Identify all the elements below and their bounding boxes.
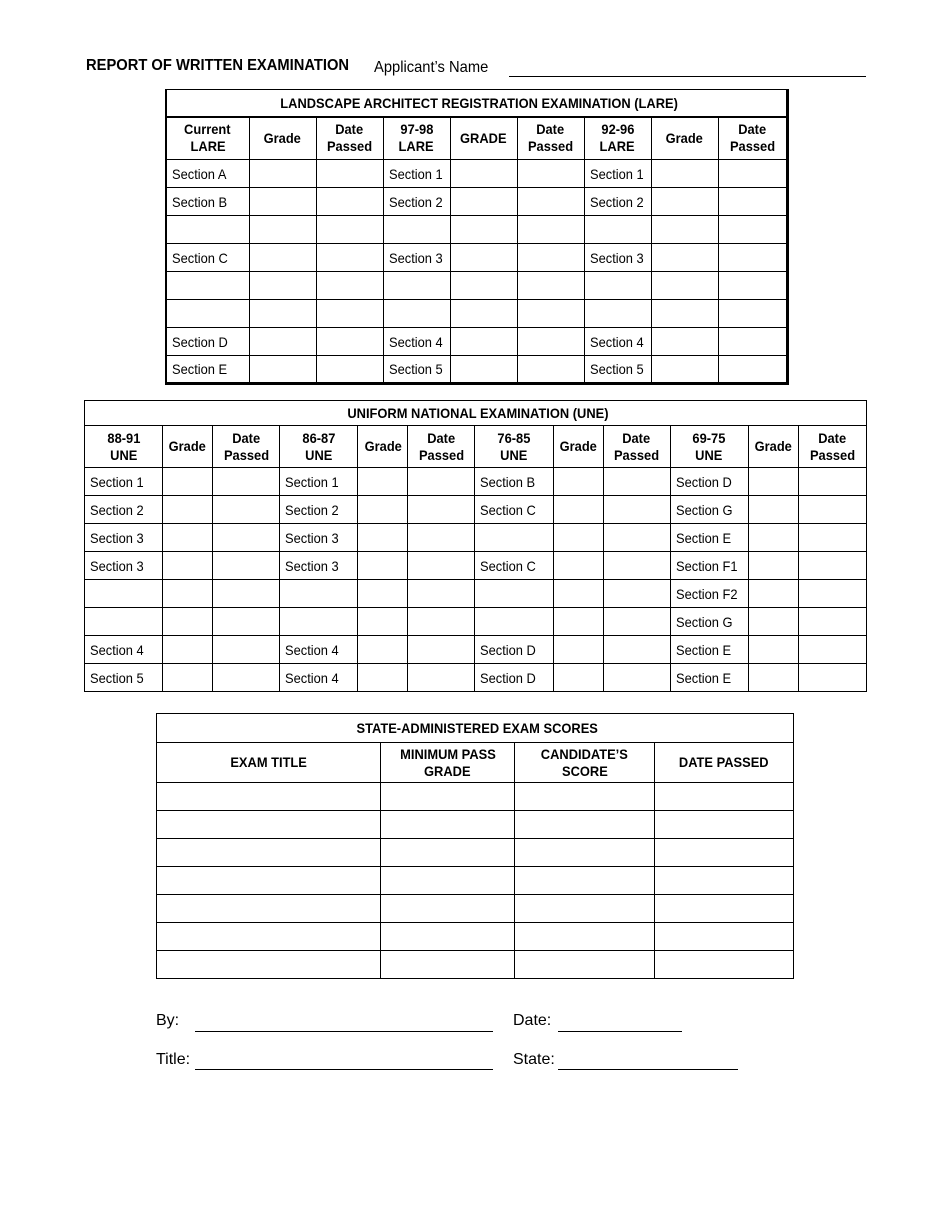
lare-entry-cell[interactable] xyxy=(249,216,316,244)
lare-header-cell: 92-96 LARE xyxy=(584,117,651,160)
lare-entry-cell[interactable] xyxy=(166,300,249,328)
lare-entry-cell[interactable] xyxy=(450,356,517,384)
une-section-cell: Section E xyxy=(670,524,748,552)
une-entry-cell[interactable] xyxy=(798,552,866,580)
une-entry-cell[interactable] xyxy=(358,524,408,552)
une-entry-cell[interactable] xyxy=(798,496,866,524)
state-exam-entry-cell[interactable] xyxy=(381,895,515,923)
une-entry-cell[interactable] xyxy=(798,580,866,608)
une-section-cell: Section 1 xyxy=(85,468,163,496)
lare-entry-cell[interactable] xyxy=(316,216,383,244)
state-exam-row xyxy=(157,867,794,895)
une-entry-cell[interactable] xyxy=(163,664,213,692)
lare-entry-cell[interactable] xyxy=(517,244,584,272)
une-header-cell: 88-91 UNE xyxy=(85,426,163,468)
une-entry-cell[interactable] xyxy=(408,524,475,552)
lare-entry-cell[interactable] xyxy=(450,188,517,216)
une-row xyxy=(85,608,867,636)
lare-entry-cell[interactable] xyxy=(166,216,249,244)
lare-entry-cell[interactable] xyxy=(249,244,316,272)
une-section-cell: Section E xyxy=(670,664,748,692)
lare-entry-cell[interactable] xyxy=(450,272,517,300)
lare-row xyxy=(166,188,787,216)
lare-entry-cell[interactable] xyxy=(517,300,584,328)
state-exam-header-cell: DATE PASSED xyxy=(655,743,794,783)
lare-entry-cell[interactable] xyxy=(651,356,718,384)
lare-section-cell: Section D xyxy=(166,328,249,356)
lare-entry-cell[interactable] xyxy=(450,328,517,356)
lare-header-cell: Date Passed xyxy=(718,117,787,160)
une-section-cell: Section 5 xyxy=(85,664,163,692)
state-exam-entry-cell[interactable] xyxy=(515,923,655,951)
report-title: REPORT OF WRITTEN EXAMINATION xyxy=(86,57,350,74)
state-exam-entry-cell[interactable] xyxy=(655,895,794,923)
lare-header-cell: 97-98 LARE xyxy=(383,117,450,160)
lare-entry-cell[interactable] xyxy=(249,188,316,216)
une-table xyxy=(84,400,867,692)
une-entry-cell[interactable] xyxy=(408,468,475,496)
state-exam-entry-cell[interactable] xyxy=(381,923,515,951)
state-exam-entry-cell[interactable] xyxy=(381,839,515,867)
lare-row xyxy=(166,244,787,272)
lare-section-cell: Section 4 xyxy=(584,328,651,356)
une-entry-cell[interactable] xyxy=(408,552,475,580)
date-label: Date: xyxy=(513,1012,552,1029)
lare-entry-cell[interactable] xyxy=(316,244,383,272)
une-entry-cell[interactable] xyxy=(85,608,163,636)
lare-row xyxy=(166,160,787,188)
une-section-cell: Section 3 xyxy=(85,524,163,552)
title-field[interactable] xyxy=(195,1069,493,1070)
une-entry-cell[interactable] xyxy=(280,608,358,636)
une-entry-cell[interactable] xyxy=(748,664,798,692)
state-exam-header-cell: CANDIDATE’S SCORE xyxy=(515,743,655,783)
une-entry-cell[interactable] xyxy=(748,636,798,664)
lare-row xyxy=(166,300,787,328)
une-header-cell: 76-85 UNE xyxy=(475,426,553,468)
lare-entry-cell[interactable] xyxy=(718,188,787,216)
une-entry-cell[interactable] xyxy=(553,608,603,636)
lare-section-cell: Section 2 xyxy=(584,188,651,216)
state-exam-entry-cell[interactable] xyxy=(157,923,381,951)
lare-entry-cell[interactable] xyxy=(517,216,584,244)
une-entry-cell[interactable] xyxy=(408,496,475,524)
une-entry-cell[interactable] xyxy=(553,580,603,608)
lare-entry-cell[interactable] xyxy=(651,216,718,244)
lare-entry-cell[interactable] xyxy=(316,356,383,384)
lare-entry-cell[interactable] xyxy=(718,300,787,328)
une-header-cell: Grade xyxy=(553,426,603,468)
lare-entry-cell[interactable] xyxy=(651,188,718,216)
state-exam-row xyxy=(157,811,794,839)
lare-entry-cell[interactable] xyxy=(718,160,787,188)
lare-row xyxy=(166,356,787,384)
une-entry-cell[interactable] xyxy=(553,524,603,552)
state-exam-entry-cell[interactable] xyxy=(655,923,794,951)
une-entry-cell[interactable] xyxy=(553,552,603,580)
lare-entry-cell[interactable] xyxy=(651,272,718,300)
une-entry-cell[interactable] xyxy=(553,636,603,664)
state-exam-entry-cell[interactable] xyxy=(157,811,381,839)
lare-entry-cell[interactable] xyxy=(316,188,383,216)
state-exam-table xyxy=(156,713,794,979)
une-entry-cell[interactable] xyxy=(85,580,163,608)
lare-entry-cell[interactable] xyxy=(718,328,787,356)
state-exam-entry-cell[interactable] xyxy=(655,951,794,979)
une-entry-cell[interactable] xyxy=(603,468,670,496)
state-exam-entry-cell[interactable] xyxy=(157,839,381,867)
lare-entry-cell[interactable] xyxy=(249,356,316,384)
lare-entry-cell[interactable] xyxy=(718,356,787,384)
state-label: State: xyxy=(513,1051,555,1068)
lare-entry-cell[interactable] xyxy=(249,328,316,356)
une-section-cell: Section E xyxy=(670,636,748,664)
une-entry-cell[interactable] xyxy=(408,636,475,664)
lare-section-cell: Section 1 xyxy=(383,160,450,188)
une-entry-cell[interactable] xyxy=(163,636,213,664)
une-section-cell: Section 3 xyxy=(280,524,358,552)
state-exam-header-cell: MINIMUM PASS GRADE xyxy=(381,743,515,783)
state-exam-entry-cell[interactable] xyxy=(157,895,381,923)
lare-section-cell: Section A xyxy=(166,160,249,188)
une-entry-cell[interactable] xyxy=(408,580,475,608)
lare-section-cell: Section B xyxy=(166,188,249,216)
une-header-cell: Date Passed xyxy=(798,426,866,468)
lare-entry-cell[interactable] xyxy=(718,272,787,300)
lare-section-cell: Section 5 xyxy=(383,356,450,384)
lare-header-cell: Date Passed xyxy=(316,117,383,160)
state-exam-entry-cell[interactable] xyxy=(381,867,515,895)
lare-entry-cell[interactable] xyxy=(166,272,249,300)
une-header-cell: Grade xyxy=(748,426,798,468)
state-exam-entry-cell[interactable] xyxy=(515,951,655,979)
lare-entry-cell[interactable] xyxy=(517,328,584,356)
state-exam-row xyxy=(157,895,794,923)
lare-entry-cell[interactable] xyxy=(651,300,718,328)
une-section-cell: Section C xyxy=(475,496,553,524)
une-entry-cell[interactable] xyxy=(358,552,408,580)
date-field[interactable] xyxy=(558,1031,682,1032)
lare-entry-cell[interactable] xyxy=(517,356,584,384)
lare-section-cell: Section 2 xyxy=(383,188,450,216)
une-header-cell: Grade xyxy=(358,426,408,468)
state-exam-entry-cell[interactable] xyxy=(515,867,655,895)
lare-entry-cell[interactable] xyxy=(383,300,450,328)
une-entry-cell[interactable] xyxy=(603,580,670,608)
state-exam-entry-cell[interactable] xyxy=(381,811,515,839)
applicant-name-field[interactable] xyxy=(509,76,866,77)
une-entry-cell[interactable] xyxy=(163,552,213,580)
by-field[interactable] xyxy=(195,1031,493,1032)
state-exam-entry-cell[interactable] xyxy=(515,895,655,923)
une-header-cell: 69-75 UNE xyxy=(670,426,748,468)
lare-entry-cell[interactable] xyxy=(584,300,651,328)
une-header-cell: Grade xyxy=(163,426,213,468)
une-entry-cell[interactable] xyxy=(358,636,408,664)
une-entry-cell[interactable] xyxy=(163,468,213,496)
une-entry-cell[interactable] xyxy=(475,580,553,608)
une-entry-cell[interactable] xyxy=(213,524,280,552)
lare-row xyxy=(166,272,787,300)
lare-entry-cell[interactable] xyxy=(249,160,316,188)
une-section-cell: Section G xyxy=(670,496,748,524)
lare-section-cell: Section 3 xyxy=(584,244,651,272)
une-entry-cell[interactable] xyxy=(358,580,408,608)
lare-entry-cell[interactable] xyxy=(517,188,584,216)
une-header-cell: Date Passed xyxy=(213,426,280,468)
une-section-cell: Section B xyxy=(475,468,553,496)
une-section-cell: Section 2 xyxy=(85,496,163,524)
une-header-cell: Date Passed xyxy=(603,426,670,468)
une-row xyxy=(85,664,867,692)
lare-table-title: LANDSCAPE ARCHITECT REGISTRATION EXAMINATION (LARE) xyxy=(166,90,787,117)
une-entry-cell[interactable] xyxy=(798,524,866,552)
lare-entry-cell[interactable] xyxy=(718,244,787,272)
lare-entry-cell[interactable] xyxy=(383,272,450,300)
une-entry-cell[interactable] xyxy=(603,664,670,692)
lare-section-cell: Section 4 xyxy=(383,328,450,356)
une-entry-cell[interactable] xyxy=(358,496,408,524)
lare-header-cell: Grade xyxy=(249,117,316,160)
by-label: By: xyxy=(156,1012,180,1029)
une-row xyxy=(85,636,867,664)
une-entry-cell[interactable] xyxy=(213,608,280,636)
state-exam-entry-cell[interactable] xyxy=(515,811,655,839)
state-exam-entry-cell[interactable] xyxy=(655,783,794,811)
une-entry-cell[interactable] xyxy=(553,664,603,692)
une-entry-cell[interactable] xyxy=(748,552,798,580)
une-entry-cell[interactable] xyxy=(748,608,798,636)
state-exam-entry-cell[interactable] xyxy=(655,867,794,895)
lare-entry-cell[interactable] xyxy=(450,160,517,188)
une-entry-cell[interactable] xyxy=(280,580,358,608)
une-entry-cell[interactable] xyxy=(163,580,213,608)
lare-entry-cell[interactable] xyxy=(450,244,517,272)
lare-entry-cell[interactable] xyxy=(584,272,651,300)
une-entry-cell[interactable] xyxy=(748,524,798,552)
state-exam-row xyxy=(157,951,794,979)
une-entry-cell[interactable] xyxy=(748,468,798,496)
state-exam-entry-cell[interactable] xyxy=(157,783,381,811)
une-section-cell: Section F1 xyxy=(670,552,748,580)
une-section-cell: Section 3 xyxy=(280,552,358,580)
lare-section-cell: Section 1 xyxy=(584,160,651,188)
une-entry-cell[interactable] xyxy=(553,468,603,496)
lare-entry-cell[interactable] xyxy=(718,216,787,244)
une-entry-cell[interactable] xyxy=(213,636,280,664)
state-exam-entry-cell[interactable] xyxy=(381,783,515,811)
une-entry-cell[interactable] xyxy=(475,608,553,636)
lare-entry-cell[interactable] xyxy=(249,300,316,328)
une-header-cell: 86-87 UNE xyxy=(280,426,358,468)
une-header-cell: Date Passed xyxy=(408,426,475,468)
lare-entry-cell[interactable] xyxy=(316,328,383,356)
lare-section-cell: Section 3 xyxy=(383,244,450,272)
une-row xyxy=(85,468,867,496)
lare-entry-cell[interactable] xyxy=(517,272,584,300)
lare-section-cell: Section C xyxy=(166,244,249,272)
une-table-title: UNIFORM NATIONAL EXAMINATION (UNE) xyxy=(85,401,867,426)
une-section-cell: Section G xyxy=(670,608,748,636)
title-label: Title: xyxy=(156,1051,191,1068)
lare-section-cell: Section E xyxy=(166,356,249,384)
une-entry-cell[interactable] xyxy=(163,608,213,636)
une-entry-cell[interactable] xyxy=(798,664,866,692)
une-entry-cell[interactable] xyxy=(408,608,475,636)
state-exam-row xyxy=(157,783,794,811)
lare-table xyxy=(165,89,789,385)
state-exam-entry-cell[interactable] xyxy=(515,783,655,811)
lare-entry-cell[interactable] xyxy=(450,300,517,328)
une-entry-cell[interactable] xyxy=(603,636,670,664)
une-row xyxy=(85,552,867,580)
une-entry-cell[interactable] xyxy=(603,608,670,636)
une-entry-cell[interactable] xyxy=(213,468,280,496)
lare-entry-cell[interactable] xyxy=(383,216,450,244)
une-entry-cell[interactable] xyxy=(163,496,213,524)
une-entry-cell[interactable] xyxy=(798,636,866,664)
une-entry-cell[interactable] xyxy=(748,496,798,524)
une-entry-cell[interactable] xyxy=(358,664,408,692)
une-section-cell: Section 4 xyxy=(85,636,163,664)
une-row xyxy=(85,496,867,524)
lare-entry-cell[interactable] xyxy=(316,160,383,188)
une-section-cell: Section 2 xyxy=(280,496,358,524)
state-exam-entry-cell[interactable] xyxy=(655,839,794,867)
state-exam-table-title: STATE-ADMINISTERED EXAM SCORES xyxy=(157,714,794,743)
une-entry-cell[interactable] xyxy=(475,524,553,552)
une-section-cell: Section 1 xyxy=(280,468,358,496)
applicant-name-label: Applicant’s Name xyxy=(374,59,489,76)
une-entry-cell[interactable] xyxy=(603,496,670,524)
lare-header-cell: Date Passed xyxy=(517,117,584,160)
une-entry-cell[interactable] xyxy=(213,580,280,608)
state-exam-entry-cell[interactable] xyxy=(655,811,794,839)
state-exam-entry-cell[interactable] xyxy=(157,867,381,895)
une-section-cell: Section D xyxy=(475,636,553,664)
lare-header-cell: Grade xyxy=(651,117,718,160)
une-entry-cell[interactable] xyxy=(748,580,798,608)
state-exam-entry-cell[interactable] xyxy=(515,839,655,867)
une-entry-cell[interactable] xyxy=(358,608,408,636)
state-exam-row xyxy=(157,923,794,951)
une-section-cell: Section 4 xyxy=(280,664,358,692)
une-section-cell: Section D xyxy=(670,468,748,496)
une-section-cell: Section 3 xyxy=(85,552,163,580)
une-entry-cell[interactable] xyxy=(358,468,408,496)
state-exam-header-cell: EXAM TITLE xyxy=(157,743,381,783)
lare-header-cell: Current LARE xyxy=(166,117,249,160)
lare-header-cell: GRADE xyxy=(450,117,517,160)
une-entry-cell[interactable] xyxy=(213,496,280,524)
lare-row xyxy=(166,216,787,244)
lare-entry-cell[interactable] xyxy=(316,272,383,300)
lare-entry-cell[interactable] xyxy=(651,328,718,356)
lare-row xyxy=(166,328,787,356)
lare-entry-cell[interactable] xyxy=(249,272,316,300)
lare-entry-cell[interactable] xyxy=(450,216,517,244)
lare-section-cell: Section 5 xyxy=(584,356,651,384)
state-exam-entry-cell[interactable] xyxy=(381,951,515,979)
une-row xyxy=(85,524,867,552)
state-exam-entry-cell[interactable] xyxy=(157,951,381,979)
lare-entry-cell[interactable] xyxy=(584,216,651,244)
une-entry-cell[interactable] xyxy=(213,552,280,580)
state-field[interactable] xyxy=(558,1069,738,1070)
lare-entry-cell[interactable] xyxy=(651,160,718,188)
une-section-cell: Section C xyxy=(475,552,553,580)
une-section-cell: Section 4 xyxy=(280,636,358,664)
une-entry-cell[interactable] xyxy=(798,468,866,496)
une-entry-cell[interactable] xyxy=(603,524,670,552)
lare-entry-cell[interactable] xyxy=(316,300,383,328)
une-section-cell: Section D xyxy=(475,664,553,692)
lare-entry-cell[interactable] xyxy=(651,244,718,272)
une-entry-cell[interactable] xyxy=(163,524,213,552)
une-entry-cell[interactable] xyxy=(213,664,280,692)
une-entry-cell[interactable] xyxy=(408,664,475,692)
state-exam-row xyxy=(157,839,794,867)
une-entry-cell[interactable] xyxy=(798,608,866,636)
une-row xyxy=(85,580,867,608)
une-section-cell: Section F2 xyxy=(670,580,748,608)
une-entry-cell[interactable] xyxy=(553,496,603,524)
une-entry-cell[interactable] xyxy=(603,552,670,580)
lare-entry-cell[interactable] xyxy=(517,160,584,188)
